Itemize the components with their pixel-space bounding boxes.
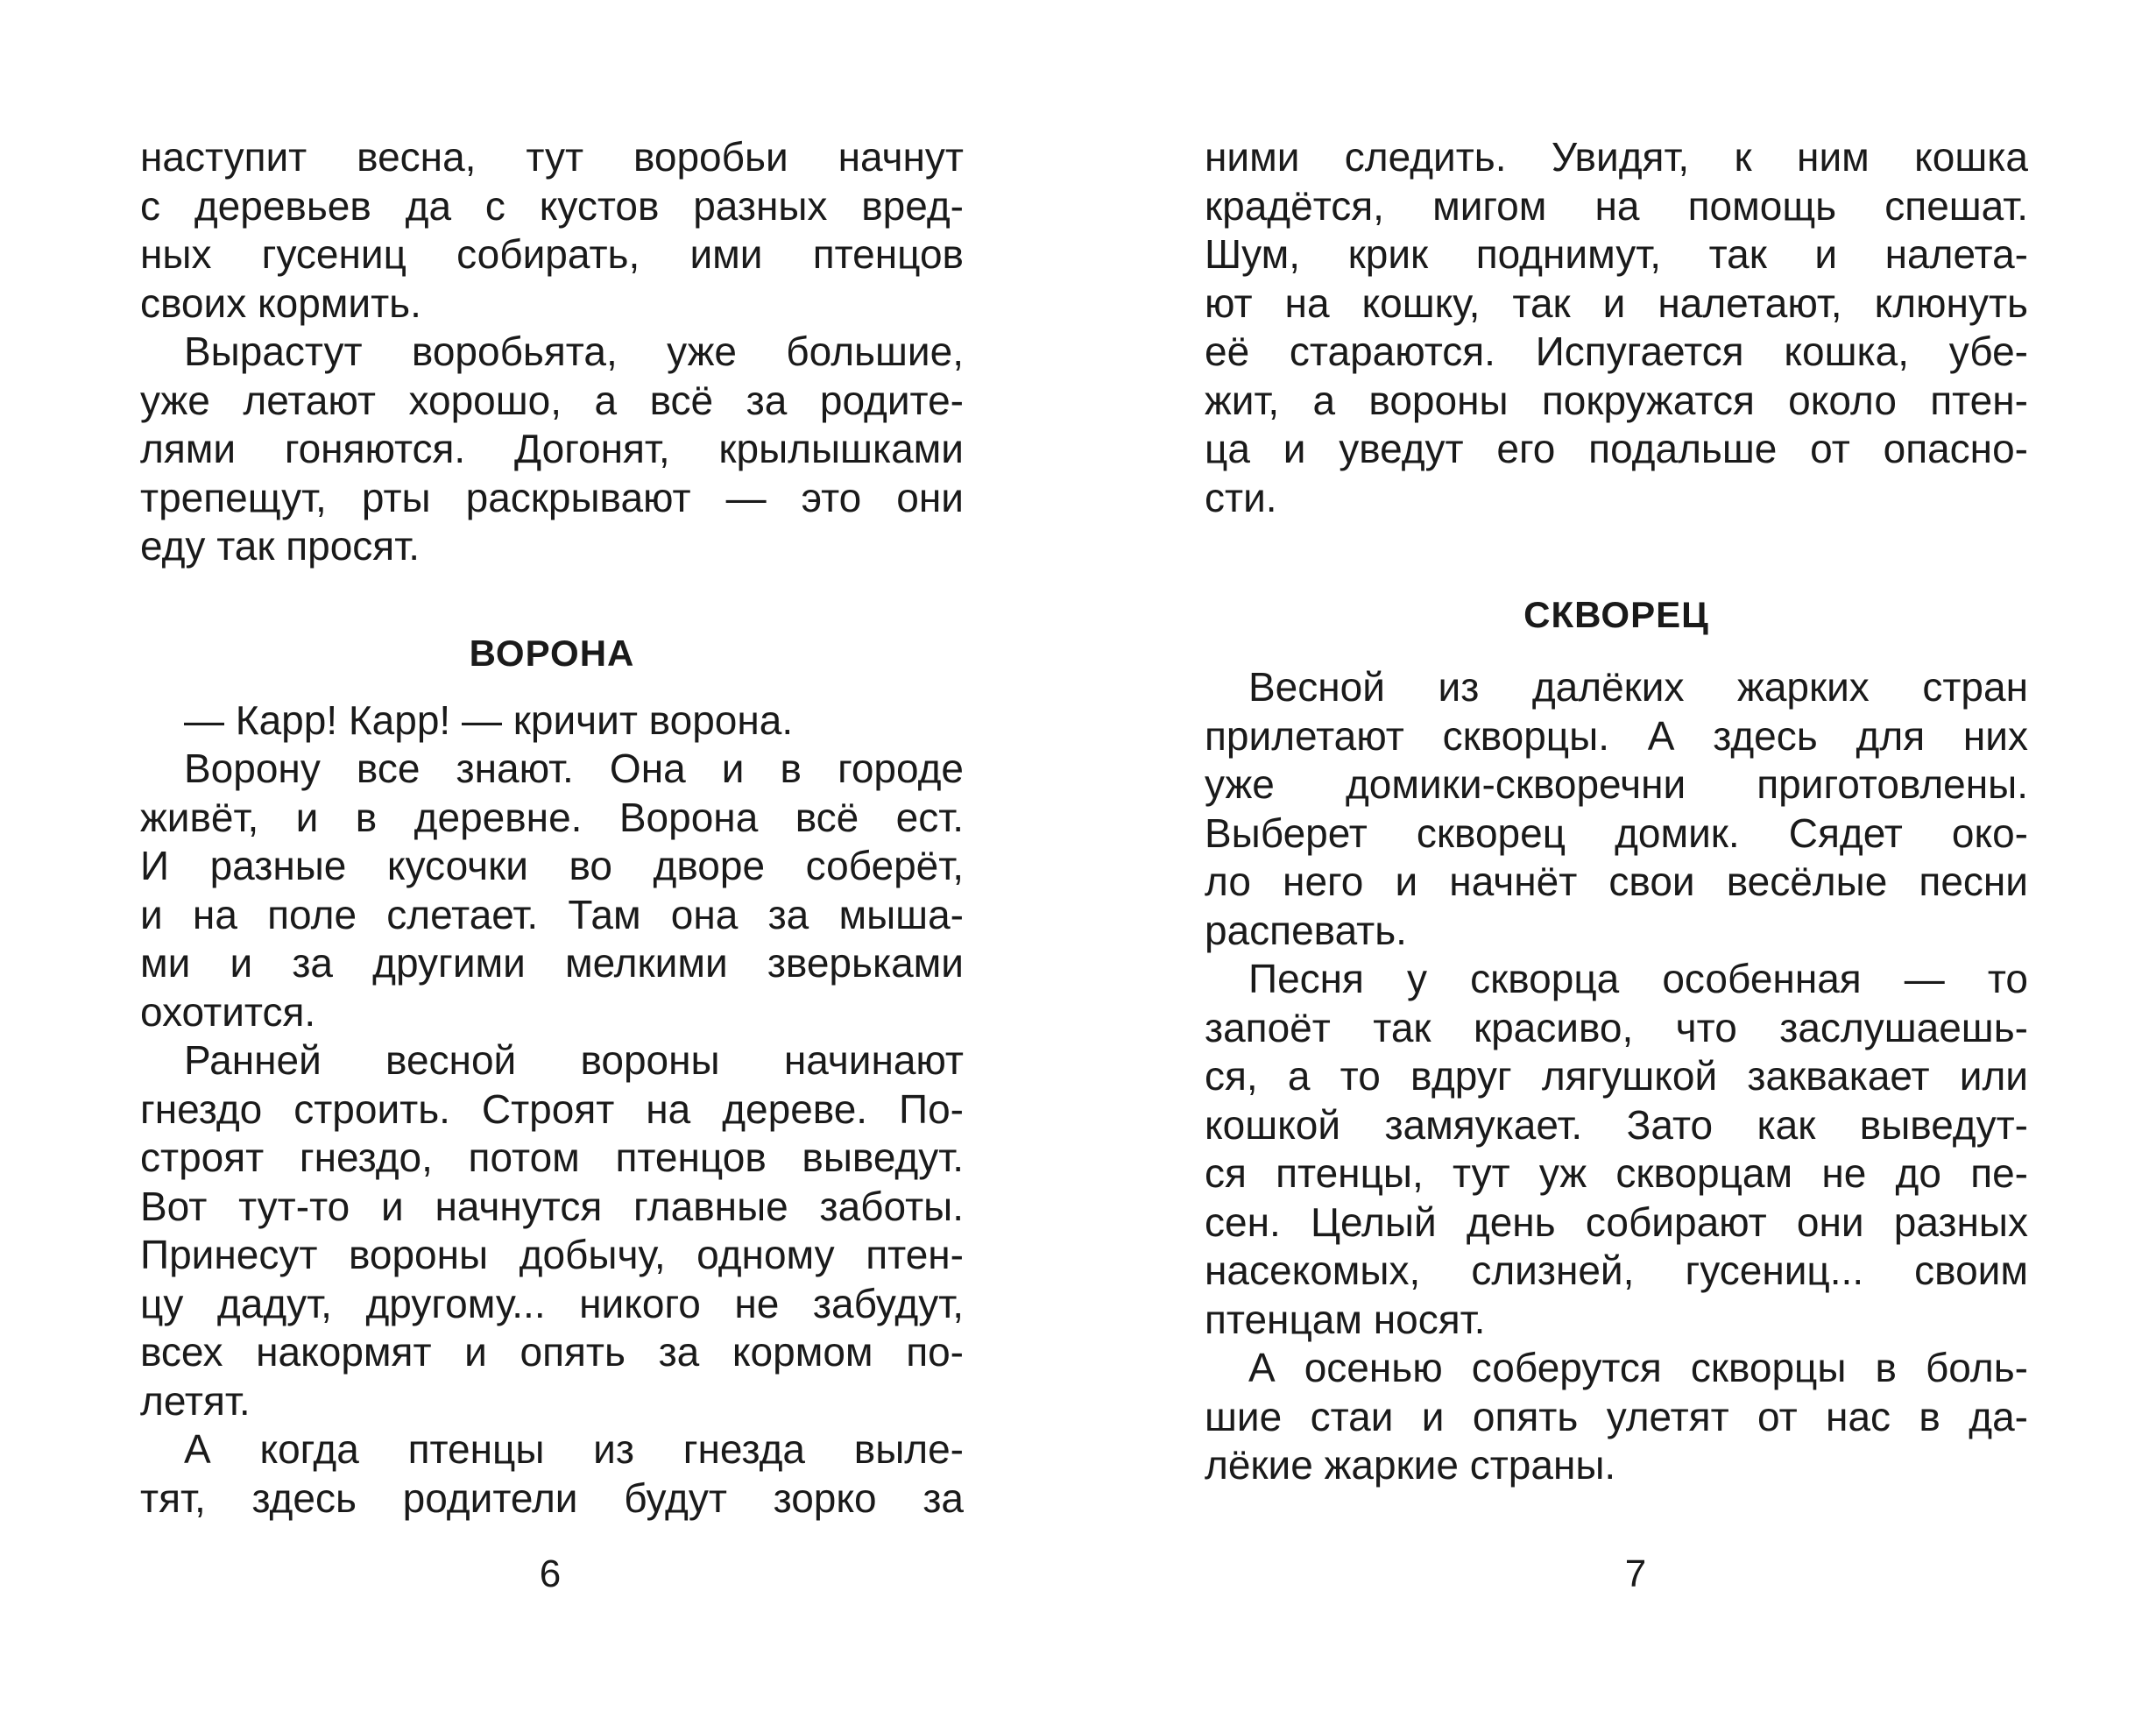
text-line: Выберет скворец домик. Сядет око-	[1205, 809, 2028, 856]
text-line: Принесут вороны добычу, одному птен-	[140, 1232, 964, 1277]
text-line: Ранней весной вороны начинают	[184, 1037, 964, 1083]
text-line: еду так просят.	[140, 523, 420, 569]
text-line: лями гоняются. Догонят, крылышками	[140, 426, 964, 471]
text-line: птенцам носят.	[1205, 1296, 1486, 1342]
text-line: запоёт так красиво, что заслушаешь-	[1205, 1004, 2028, 1050]
text-line: гнездо строить. Строят на дереве. По-	[140, 1085, 964, 1132]
text-line: трепещут, рты раскрывают — это они	[140, 474, 964, 520]
text-line: её стараются. Испугается кошка, убе-	[1205, 329, 2028, 374]
text-line: ми и за другими мелкими зверьками	[140, 940, 964, 986]
text-line: Ворону все знают. Она и в городе	[184, 746, 964, 791]
text-line: Весной из далёких жарких стран	[1248, 664, 2028, 710]
text-line: живёт, и в деревне. Ворона всё ест.	[140, 794, 964, 840]
text-line: ними следить. Увидят, к ним кошка	[1205, 134, 2028, 180]
text-line: лёкие жаркие страны.	[1205, 1442, 1616, 1488]
text-line: строят гнездо, потом птенцов выведут.	[140, 1135, 964, 1180]
section-title-vorona: ВОРОНА	[469, 632, 635, 674]
text-line: летят.	[140, 1377, 251, 1424]
text-line: — Карр! Карр! — кричит ворона.	[184, 696, 794, 743]
text-line: И разные кусочки во дворе соберёт,	[140, 843, 964, 888]
text-line: насекомых, слизней, гусениц... своим	[1205, 1248, 2028, 1293]
text-line: Шум, крик поднимут, так и налета-	[1205, 231, 2028, 277]
text-line: всех накормят и опять за кормом по-	[140, 1329, 964, 1375]
text-line: сен. Целый день собирают они разных	[1205, 1198, 2028, 1245]
text-line: Песня у скворца особенная — то	[1248, 956, 2028, 1001]
text-line: ют на кошку, так и налетают, клюнуть	[1205, 279, 2028, 326]
text-line: тят, здесь родители будут зорко за	[140, 1474, 964, 1521]
page-number: 7	[1624, 1552, 1647, 1595]
page-number: 6	[539, 1552, 562, 1595]
left-text-column	[140, 133, 964, 1523]
text-line: распевать.	[1205, 907, 1407, 953]
right-page	[1078, 0, 2156, 1725]
text-line: сти.	[1205, 474, 1277, 520]
text-line: А когда птенцы из гнезда выле-	[184, 1426, 964, 1472]
text-line: А осенью соберутся скворцы в боль-	[1248, 1345, 2028, 1390]
text-line: Вот тут-то и начнутся главные заботы.	[140, 1183, 964, 1229]
text-line: цу дадут, другому... никого не забудут,	[140, 1280, 964, 1326]
text-line: ца и уведут его подальше от опасно-	[1205, 426, 2028, 471]
text-line: наступит весна, тут воробьи начнут	[140, 134, 964, 180]
text-line: ных гусениц собирать, ими птенцов	[140, 231, 964, 277]
text-line: охотится.	[140, 988, 316, 1035]
text-line: Вырастут воробьята, уже большие,	[184, 329, 964, 374]
text-line: с деревьев да с кустов разных вред-	[140, 182, 964, 229]
text-line: ся, а то вдруг лягушкой заквакает или	[1205, 1053, 2028, 1099]
text-line: и на поле слетает. Там она за мыша-	[140, 891, 964, 937]
text-line: шие стаи и опять улетят от нас в да-	[1205, 1393, 2028, 1439]
text-line: ся птенцы, тут уж скворцам не до пе-	[1205, 1150, 2028, 1196]
right-text-column	[1205, 133, 2028, 1490]
section-title-skvorets: СКВОРЕЦ	[1523, 594, 1709, 635]
text-line: ло него и начнёт свои весёлые песни	[1205, 859, 2028, 904]
text-line: жит, а вороны покружатся около птен-	[1205, 377, 2028, 423]
text-line: уже летают хорошо, а всё за родите-	[140, 377, 964, 423]
text-line: уже домики-скворечни приготовлены.	[1205, 761, 2028, 807]
text-line: своих кормить.	[140, 279, 421, 326]
text-line: кошкой замяукает. Зато как выведут-	[1205, 1101, 2028, 1148]
text-line: крадётся, мигом на помощь спешат.	[1205, 182, 2028, 229]
text-line: прилетают скворцы. А здесь для них	[1205, 712, 2028, 759]
